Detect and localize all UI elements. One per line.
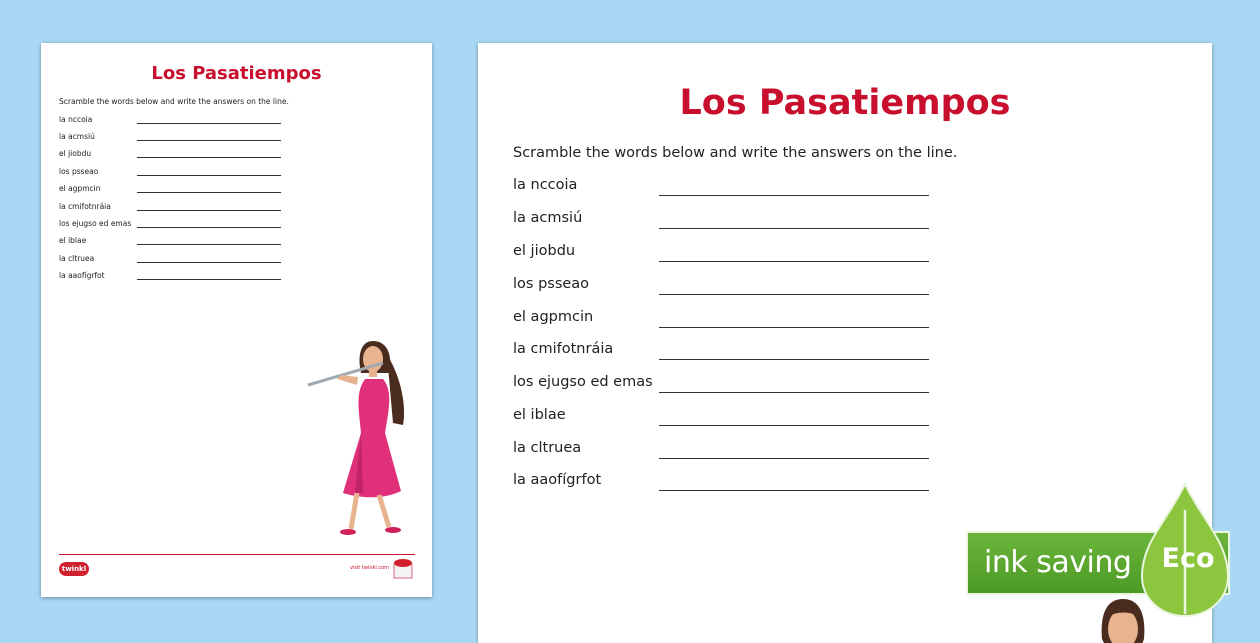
list-item [59, 219, 284, 233]
answer-line [659, 359, 929, 360]
scrambled-word: los psseao [513, 276, 590, 292]
scrambled-word: el jiobdu [59, 149, 92, 158]
scrambled-word: el jiobdu [513, 243, 576, 259]
answer-line [137, 244, 281, 245]
worksheet-instructions: Scramble the words below and write the answers on the line. [59, 97, 289, 106]
ink-saving-text: ink saving [984, 545, 1132, 580]
scrambled-word: la acmsiú [513, 210, 583, 226]
scrambled-word: el agpmcin [59, 184, 101, 193]
answer-line [659, 228, 929, 229]
list-item [513, 440, 933, 464]
answer-line [137, 279, 281, 280]
scrambled-word: el iblae [513, 407, 566, 423]
scrambled-word: el iblae [59, 236, 87, 245]
answer-line [137, 227, 281, 228]
scrambled-word: la nccoia [513, 177, 578, 193]
list-item [59, 115, 284, 129]
flute-player-illustration [303, 333, 418, 543]
list-item [513, 276, 933, 300]
list-item [59, 202, 284, 216]
scrambled-word: la nccoia [59, 115, 93, 124]
list-item [513, 374, 933, 398]
list-item [513, 177, 933, 201]
footer-url: visit twinkl.com [350, 565, 390, 571]
answer-line [137, 262, 281, 263]
answer-line [659, 294, 929, 295]
twinkl-badge-icon [393, 558, 413, 580]
list-item [59, 236, 284, 250]
scrambled-word: la aaofígrfot [59, 271, 105, 280]
answer-line [659, 327, 929, 328]
worksheet-title: Los Pasatiempos [151, 63, 322, 84]
list-item [513, 341, 933, 365]
scrambled-word: la acmsiú [59, 132, 95, 141]
answer-line [137, 192, 281, 193]
answer-line [137, 157, 281, 158]
scrambled-word: la cmifotnráia [59, 202, 111, 211]
answer-line [137, 175, 281, 176]
footer-divider [59, 554, 415, 555]
twinkl-logo: twinkl [59, 562, 89, 576]
list-item [59, 149, 284, 163]
answer-line [659, 392, 929, 393]
answer-line [137, 210, 281, 211]
list-item [513, 243, 933, 267]
list-item [513, 210, 933, 234]
list-item [513, 309, 933, 333]
scrambled-word: la cltruea [59, 254, 95, 263]
scrambled-word: la cltruea [513, 440, 582, 456]
list-item [513, 472, 933, 496]
list-item [59, 184, 284, 198]
scrambled-word: los ejugso ed emas [513, 374, 653, 390]
answer-line [659, 261, 929, 262]
answer-line [137, 140, 281, 141]
list-item [59, 167, 284, 181]
worksheet-preview-page [41, 43, 432, 597]
scrambled-word: el agpmcin [513, 309, 594, 325]
answer-line [659, 490, 929, 491]
answer-line [137, 123, 281, 124]
list-item [513, 407, 933, 431]
scrambled-word: los ejugso ed emas [59, 219, 132, 228]
list-item [59, 254, 284, 268]
scrambled-word: la aaofígrfot [513, 472, 602, 488]
eco-label: Eco [1161, 543, 1215, 574]
answer-line [659, 458, 929, 459]
worksheet-title: Los Pasatiempos [679, 83, 1011, 123]
answer-line [659, 425, 929, 426]
scrambled-word: los psseao [59, 167, 99, 176]
worksheet-instructions: Scramble the words below and write the answers on the line. [513, 145, 958, 161]
answer-line [659, 195, 929, 196]
scrambled-word: la cmifotnráia [513, 341, 614, 357]
list-item [59, 271, 284, 285]
list-item [59, 132, 284, 146]
